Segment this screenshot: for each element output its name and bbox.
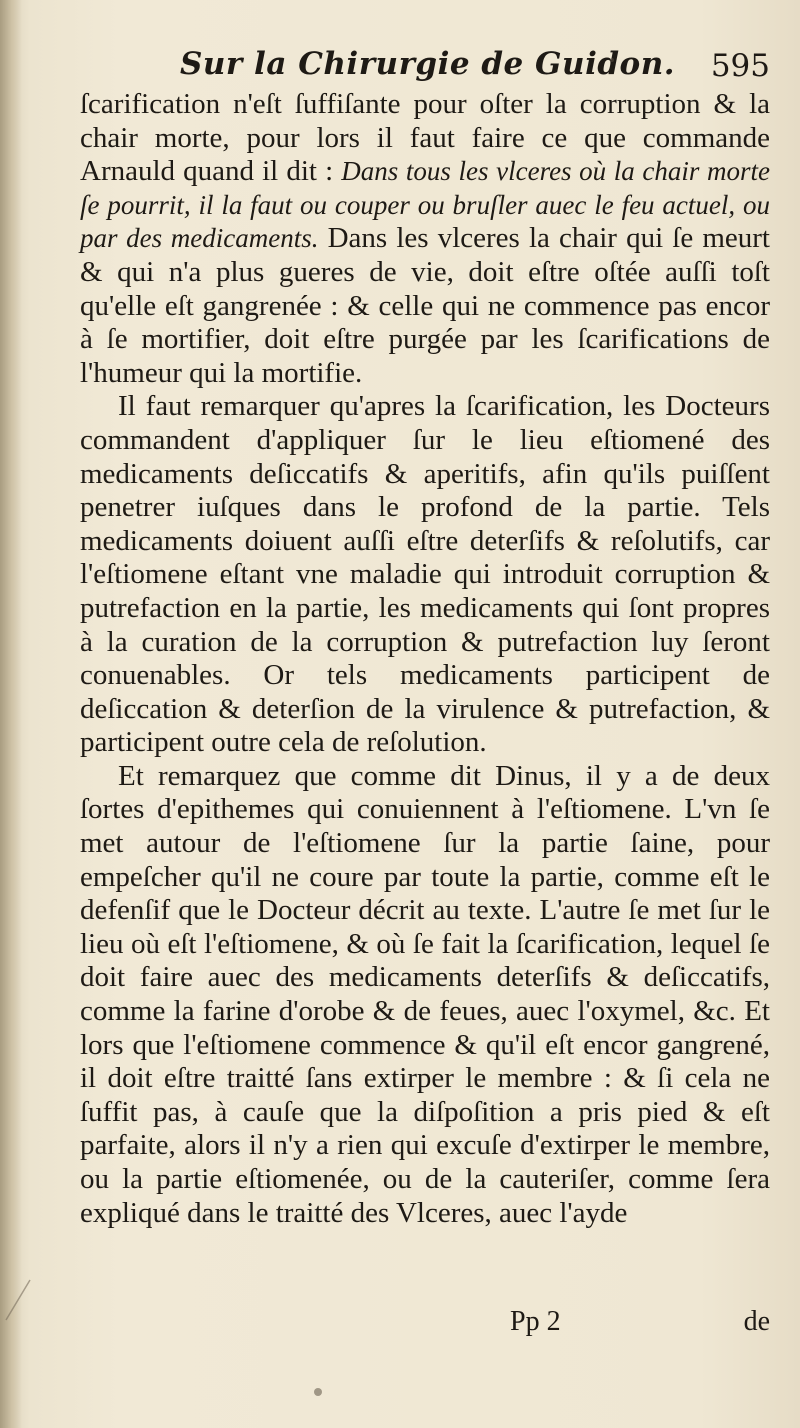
- running-title: Sur la Chirurgie de Guidon.: [180, 46, 676, 82]
- catchword: de: [743, 1306, 770, 1337]
- page-number: 595: [710, 48, 770, 84]
- text-run: Il faut remarquer qu'apres la ſcarification, les Docteurs commandent d'appliquer ſur le lieu eſtiomené des medicaments deſiccatifs & aperitifs, afin qu'ils puiſſent penetrer iuſques dans le profond de la partie. Tels medicaments doiuent auſſi eſtre deterſifs & reſolutifs, car l'eſtiomene eſtant vne maladie qui introduit corruption & putrefaction en la partie, les medicaments qui ſont propres à la curation de la corruption & putrefaction luy ſeront conuenables. Or tels medicaments participent de deſiccation & deterſion de la virulence & putrefaction, & participent outre cela de reſolution.: [80, 390, 770, 759]
- signature-mark: Pp 2: [510, 1306, 561, 1337]
- text-run: ſcarification n'eſt ſuffiſante pour oſter la corruption & la chair morte, pour lors il faut faire ce que commande Arnauld quand il dit :: [80, 88, 770, 188]
- text-run: Et remarquez que comme dit Dinus, il y a de deux ſortes d'epithemes qui conuiennent à l'eſtiomene. L'vn ſe met autour de l'eſtiomene ſur la partie ſaine, pour empeſcher qu'il ne coure par toute la partie, comme eſt le defenſif que le Docteur décrit au texte. L'autre ſe met ſur le lieu où eſt l'eſtiomene, & où ſe fait la ſcarification, lequel ſe doit faire auec des medicaments deterſifs & deſiccatifs, comme la farine d'orobe & de feues, auec l'oxymel, &c. Et lors que l'eſtiomene commence & qu'il eſt encor gangrené, il doit eſtre traitté ſans extirper le membre : & ſi cela ne ſuffit pas, à cauſe que la diſpoſition a pris pied & eſt parfaite, alors il n'y a rien qui excuſe d'extirper le membre, ou la partie eſtiomenée, ou de la cauteriſer, comme ſera expliqué dans le traitté des Vlceres, auec l'ayde: [80, 759, 770, 1229]
- text-run: Dans les vlceres la chair qui ſe meurt & qui n'a plus gueres de vie, doit eſtre oſtée auſſi toſt qu'elle eſt gangrenée : & celle qui ne commence pas encor à ſe mortifier, doit eſtre purgée par les ſcarifications de l'humeur qui la mortifie.: [80, 222, 770, 389]
- italic-quote: Dans tous les vlceres où la chair morte ſe pourrit, il la faut ou couper ou bruſler auec le feu actuel, ou par des medicaments.: [80, 156, 771, 254]
